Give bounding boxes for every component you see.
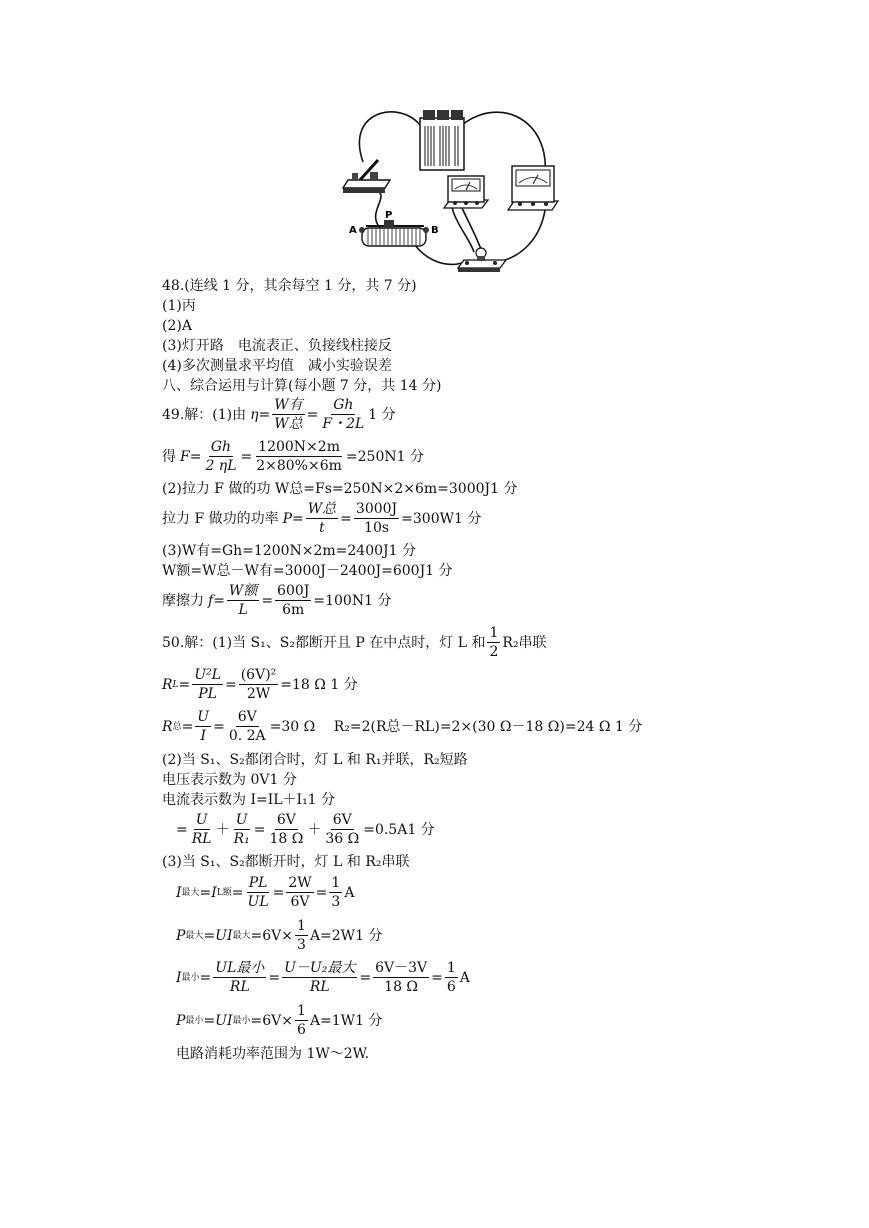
q48-header: 48.(连线 1 分，其余每空 1 分，共 7 分): [162, 278, 417, 294]
switch-icon: [343, 160, 390, 193]
q48-answer-2: (2)A: [162, 318, 192, 334]
rheostat-icon: [349, 210, 439, 246]
q49-line-7: 摩擦力 f = $\frac{\text{W额}}{L}$ = $\frac{600J}{6m}$ =100N1 分: [162, 583, 392, 618]
q50-line-6: 电流表示数为 I=IL＋I₁1 分: [162, 792, 336, 808]
q49-line-2: 得 F = $\frac{Gh}{2 \eta L}$ = $\frac{1200N\times 2m}{2\times 80\%\times 6m}$ =250N1 分: [162, 439, 424, 474]
q50-line-7: = $\frac{U}{RL}$ ＋ $\frac{U}{\text{R₁}}$ = $\frac{6V}{18 \Omega}$ ＋ $\frac{6V}{36 \Omega}$ =0.5A1 分: [176, 812, 435, 847]
q50-line-2: R L = $\frac{\text{U²L}}{PL}$ = $\frac{\text{(6V)²}}{2W}$ =18 Ω 1 分: [162, 667, 358, 702]
circuit-figure: [0, 0, 869, 280]
label-b: B: [431, 225, 439, 236]
voltmeter-icon: [508, 166, 558, 210]
lamp-icon: [458, 248, 506, 272]
wire-meter: [462, 208, 482, 252]
q50-line-13: 电路消耗功率范围为 1W～2W.: [176, 1046, 370, 1062]
label-p: P: [385, 210, 393, 221]
q49-line-3: (2)拉力 F 做的功 W总=Fs=250N×2×6m=3000J1 分: [162, 481, 518, 497]
wire-switch-battery: [359, 112, 420, 162]
q50-line-1: 50.解：(1)当 S₁、S₂都断开且 P 在中点时，灯 L 和 $\frac{1}{2}$ R₂串联: [162, 625, 547, 660]
q50-line-5: 电压表示数为 0V1 分: [162, 772, 297, 788]
wire-lamp: [452, 207, 474, 252]
q49-line-4: 拉力 F 做功的功率 P = $\frac{\text{W总}}{t}$ = $\frac{3000J}{10s}$ =300W1 分: [162, 501, 482, 536]
q50-line-10: P 最大 = UI 最大 =6V× $\frac{1}{3}$ A=2W1 分: [176, 918, 383, 953]
q50-line-11: I 最小 = $\frac{\text{UL最小}}{RL}$ = $\frac{\text{U－U₂最大}}{RL}$ = $\frac{6V-3V}{18 \Omega}$ = $\frac{1}{6}$ A: [176, 960, 470, 995]
q50-line-9: I 最大 = I L额 = $\frac{PL}{UL}$ = $\frac{2W}{6V}$ = $\frac{1}{3}$ A: [176, 875, 355, 910]
section-8-heading: 八、综合运用与计算(每小题 7 分，共 14 分): [162, 378, 442, 394]
battery-icon: [420, 110, 464, 170]
q48-answer-4: (4)多次测量求平均值 减小实验误差: [162, 358, 392, 374]
q50-line-8: (3)当 S₁、S₂都断开时，灯 L 和 R₂串联: [162, 854, 410, 870]
q50-line-3: R 总 = $\frac{U}{I}$ = $\frac{6V}{0. 2A}$ =30 Ω R₂=2(R总－RL)=2×(30 Ω－18 Ω)=24 Ω 1 分: [162, 709, 643, 744]
q48-answer-1: (1)丙: [162, 298, 196, 314]
ammeter-icon: [444, 176, 488, 208]
label-a: A: [349, 225, 357, 236]
q49-line-6: W额=W总－W有=3000J－2400J=600J1 分: [162, 563, 453, 579]
q49-line-5: (3)W有=Gh=1200N×2m=2400J1 分: [162, 543, 417, 559]
q50-line-12: P 最小 = UI 最小 =6V× $\frac{1}{6}$ A=1W1 分: [176, 1003, 383, 1038]
q48-answer-3: (3)灯开路 电流表正、负接线柱接反: [162, 338, 392, 354]
q49-line-1: 49.解：(1)由 η = $\frac{\text{W有}}{\text{W总}}$ = $\frac{Gh}{F・2L}$ 1 分: [162, 397, 396, 432]
q50-line-4: (2)当 S₁、S₂都闭合时，灯 L 和 R₁并联，R₂短路: [162, 752, 468, 768]
wire-switch-rheostat: [372, 188, 381, 228]
wire-voltmeter-lamp: [497, 210, 545, 262]
